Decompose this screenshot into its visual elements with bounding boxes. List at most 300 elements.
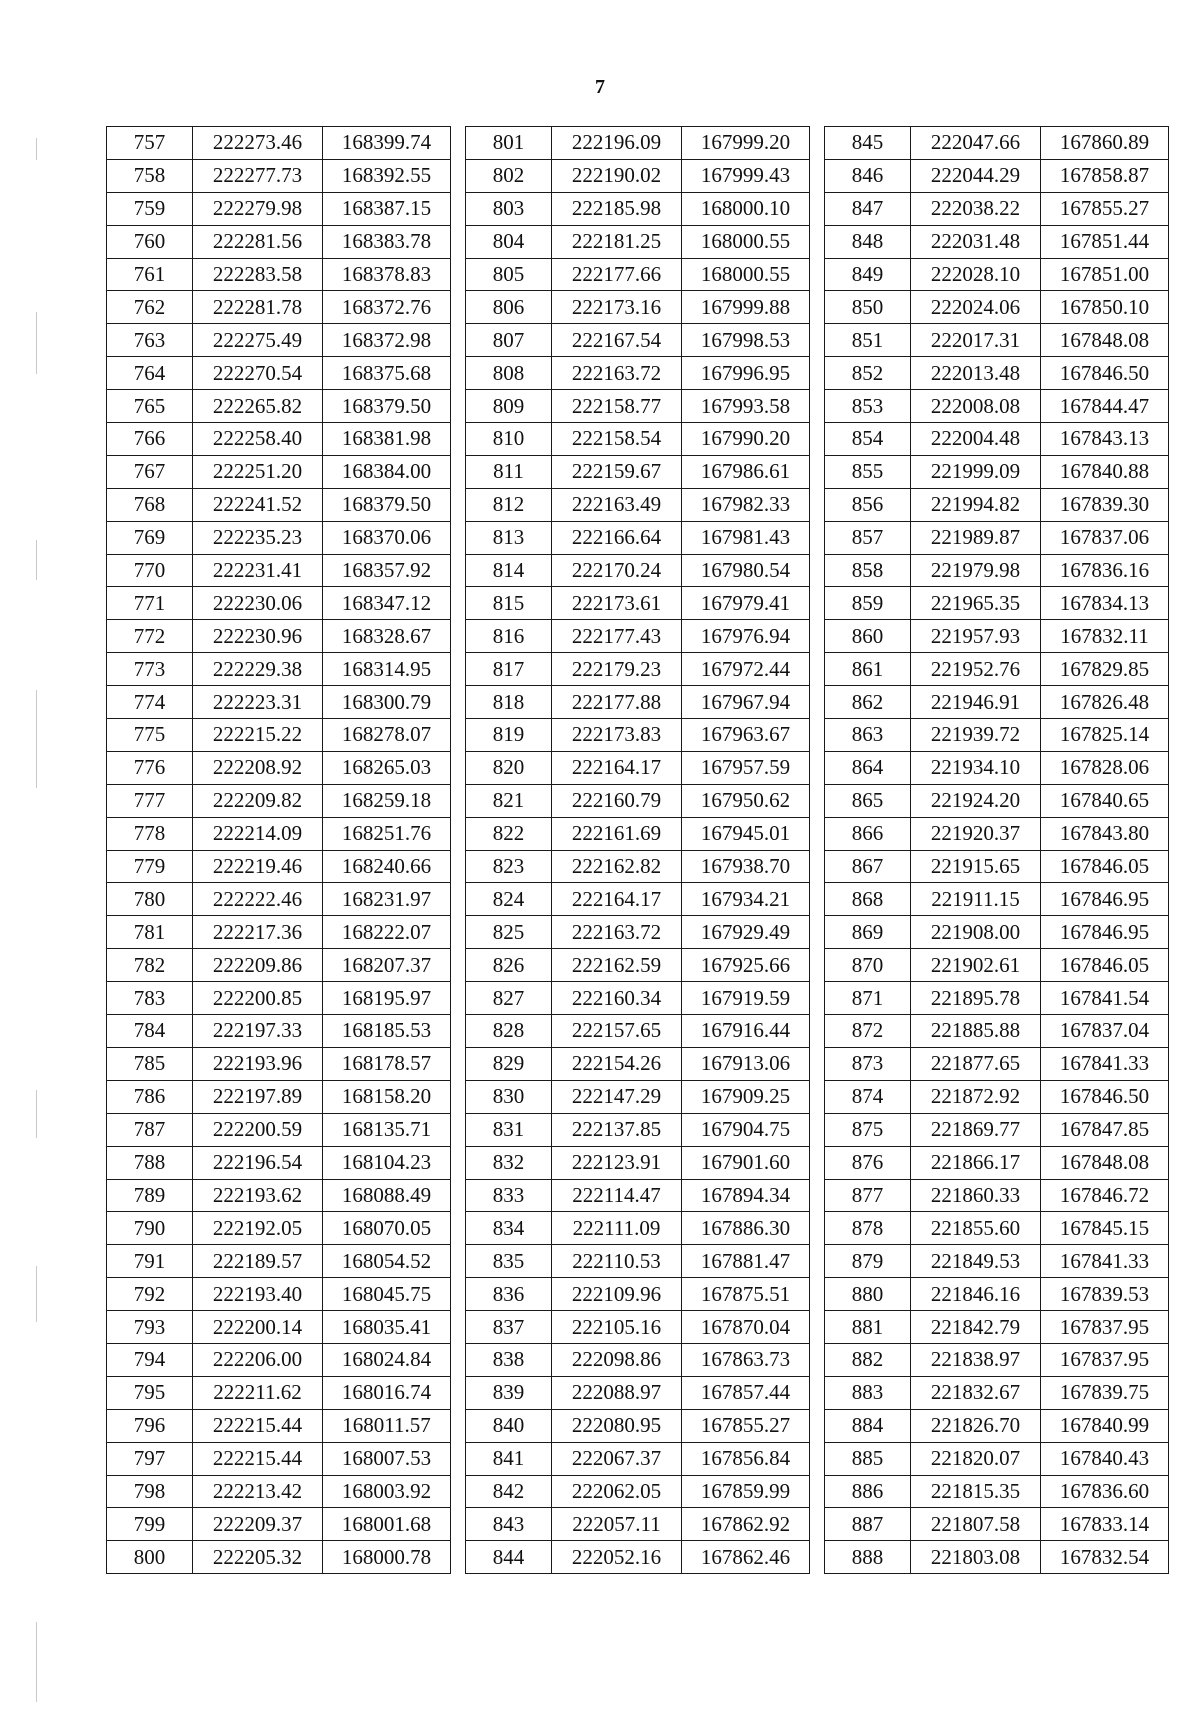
y-coordinate-cell: 167843.13	[1041, 423, 1169, 456]
y-coordinate-cell: 167967.94	[682, 686, 810, 719]
table-row	[466, 291, 810, 324]
x-coordinate-cell: 222162.82	[552, 850, 682, 883]
point-number-cell: 812	[466, 488, 552, 521]
y-coordinate-cell: 167850.10	[1041, 291, 1169, 324]
point-number-cell: 822	[466, 817, 552, 850]
x-coordinate-cell: 222181.25	[552, 225, 682, 258]
x-coordinate-cell: 222177.88	[552, 686, 682, 719]
y-coordinate-cell: 167919.59	[682, 982, 810, 1015]
y-coordinate-cell: 168372.76	[323, 291, 451, 324]
x-coordinate-cell: 222028.10	[911, 258, 1041, 291]
x-coordinate-cell: 222160.34	[552, 982, 682, 1015]
x-coordinate-cell: 222211.62	[193, 1376, 323, 1409]
y-coordinate-cell: 167980.54	[682, 554, 810, 587]
table-row	[107, 423, 451, 456]
y-coordinate-cell: 168007.53	[323, 1442, 451, 1475]
table-row	[466, 1113, 810, 1146]
point-number-cell: 848	[825, 225, 911, 258]
point-number-cell: 760	[107, 225, 193, 258]
y-coordinate-cell: 168379.50	[323, 390, 451, 423]
table-row	[825, 1311, 1169, 1344]
point-number-cell: 887	[825, 1508, 911, 1541]
x-coordinate-cell: 222197.89	[193, 1080, 323, 1113]
table-row	[825, 620, 1169, 653]
table-row	[466, 653, 810, 686]
table-row	[825, 1508, 1169, 1541]
table-row	[466, 817, 810, 850]
y-coordinate-cell: 168070.05	[323, 1212, 451, 1245]
table-row	[107, 127, 451, 160]
point-number-cell: 788	[107, 1146, 193, 1179]
x-coordinate-cell: 222230.06	[193, 587, 323, 620]
x-coordinate-cell: 222241.52	[193, 488, 323, 521]
table-row	[107, 1080, 451, 1113]
point-number-cell: 830	[466, 1080, 552, 1113]
x-coordinate-cell: 222222.46	[193, 883, 323, 916]
table-row	[825, 1015, 1169, 1048]
y-coordinate-cell: 167846.72	[1041, 1179, 1169, 1212]
x-coordinate-cell: 221826.70	[911, 1409, 1041, 1442]
x-coordinate-cell: 222163.72	[552, 916, 682, 949]
y-coordinate-cell: 168011.57	[323, 1409, 451, 1442]
table-row	[466, 1146, 810, 1179]
x-coordinate-cell: 221832.67	[911, 1376, 1041, 1409]
table-row	[825, 1146, 1169, 1179]
y-coordinate-cell: 167833.14	[1041, 1508, 1169, 1541]
x-coordinate-cell: 222047.66	[911, 127, 1041, 160]
point-number-cell: 779	[107, 850, 193, 883]
scan-margin-mark	[36, 1266, 37, 1322]
table-row	[825, 817, 1169, 850]
y-coordinate-cell: 167846.05	[1041, 850, 1169, 883]
point-number-cell: 888	[825, 1541, 911, 1574]
y-coordinate-cell: 167909.25	[682, 1080, 810, 1113]
table-row	[825, 258, 1169, 291]
x-coordinate-cell: 222231.41	[193, 554, 323, 587]
point-number-cell: 834	[466, 1212, 552, 1245]
table-row	[107, 225, 451, 258]
table-row	[466, 159, 810, 192]
point-number-cell: 801	[466, 127, 552, 160]
x-coordinate-cell: 222105.16	[552, 1311, 682, 1344]
y-coordinate-cell: 168000.55	[682, 258, 810, 291]
table-row	[466, 127, 810, 160]
x-coordinate-cell: 222166.64	[552, 521, 682, 554]
table-row	[466, 784, 810, 817]
y-coordinate-cell: 168000.10	[682, 192, 810, 225]
x-coordinate-cell: 222177.66	[552, 258, 682, 291]
y-coordinate-cell: 167972.44	[682, 653, 810, 686]
point-number-cell: 832	[466, 1146, 552, 1179]
y-coordinate-cell: 167925.66	[682, 949, 810, 982]
y-coordinate-cell: 167957.59	[682, 751, 810, 784]
table-row	[107, 1015, 451, 1048]
point-number-cell: 858	[825, 554, 911, 587]
y-coordinate-cell: 168392.55	[323, 159, 451, 192]
point-number-cell: 784	[107, 1015, 193, 1048]
x-coordinate-cell: 222147.29	[552, 1080, 682, 1113]
y-coordinate-cell: 168372.98	[323, 324, 451, 357]
table-row	[107, 620, 451, 653]
x-coordinate-cell: 221866.17	[911, 1146, 1041, 1179]
table-row	[825, 982, 1169, 1015]
x-coordinate-cell: 222273.46	[193, 127, 323, 160]
table-row	[825, 883, 1169, 916]
point-number-cell: 878	[825, 1212, 911, 1245]
x-coordinate-cell: 222173.83	[552, 719, 682, 752]
y-coordinate-cell: 168384.00	[323, 455, 451, 488]
x-coordinate-cell: 222157.65	[552, 1015, 682, 1048]
x-coordinate-cell: 222062.05	[552, 1475, 682, 1508]
y-coordinate-cell: 167836.60	[1041, 1475, 1169, 1508]
table-row	[107, 1311, 451, 1344]
y-coordinate-cell: 167841.33	[1041, 1047, 1169, 1080]
point-number-cell: 772	[107, 620, 193, 653]
point-number-cell: 795	[107, 1376, 193, 1409]
table-row	[466, 883, 810, 916]
table-row	[466, 192, 810, 225]
y-coordinate-cell: 167856.84	[682, 1442, 810, 1475]
table-row	[466, 1311, 810, 1344]
table-row	[825, 521, 1169, 554]
y-coordinate-cell: 167844.47	[1041, 390, 1169, 423]
table-row	[825, 1245, 1169, 1278]
table-row	[466, 982, 810, 1015]
x-coordinate-cell: 221902.61	[911, 949, 1041, 982]
x-coordinate-cell: 221895.78	[911, 982, 1041, 1015]
point-number-cell: 879	[825, 1245, 911, 1278]
point-number-cell: 856	[825, 488, 911, 521]
y-coordinate-cell: 167848.08	[1041, 324, 1169, 357]
y-coordinate-cell: 168231.97	[323, 883, 451, 916]
table-row	[107, 587, 451, 620]
table-row	[466, 357, 810, 390]
x-coordinate-cell: 221989.87	[911, 521, 1041, 554]
y-coordinate-cell: 167829.85	[1041, 653, 1169, 686]
x-coordinate-cell: 222281.78	[193, 291, 323, 324]
y-coordinate-cell: 168158.20	[323, 1080, 451, 1113]
x-coordinate-cell: 222137.85	[552, 1113, 682, 1146]
y-coordinate-cell: 167841.54	[1041, 982, 1169, 1015]
y-coordinate-cell: 167828.06	[1041, 751, 1169, 784]
table-row	[825, 1113, 1169, 1146]
table-row	[825, 686, 1169, 719]
point-number-cell: 835	[466, 1245, 552, 1278]
coordinate-table-3	[824, 126, 1169, 1574]
coordinate-table-1	[106, 126, 451, 1574]
point-number-cell: 770	[107, 554, 193, 587]
point-number-cell: 839	[466, 1376, 552, 1409]
y-coordinate-cell: 168399.74	[323, 127, 451, 160]
point-number-cell: 764	[107, 357, 193, 390]
table-row	[825, 1541, 1169, 1574]
point-number-cell: 807	[466, 324, 552, 357]
x-coordinate-cell: 222208.92	[193, 751, 323, 784]
table-row	[825, 751, 1169, 784]
x-coordinate-cell: 221946.91	[911, 686, 1041, 719]
point-number-cell: 837	[466, 1311, 552, 1344]
point-number-cell: 838	[466, 1343, 552, 1376]
x-coordinate-cell: 222114.47	[552, 1179, 682, 1212]
y-coordinate-cell: 167860.89	[1041, 127, 1169, 160]
y-coordinate-cell: 168300.79	[323, 686, 451, 719]
point-number-cell: 771	[107, 587, 193, 620]
point-number-cell: 859	[825, 587, 911, 620]
x-coordinate-cell: 222209.82	[193, 784, 323, 817]
y-coordinate-cell: 168045.75	[323, 1278, 451, 1311]
y-coordinate-cell: 167934.21	[682, 883, 810, 916]
y-coordinate-cell: 167875.51	[682, 1278, 810, 1311]
table-row	[825, 225, 1169, 258]
x-coordinate-cell: 222193.40	[193, 1278, 323, 1311]
table-row	[466, 751, 810, 784]
y-coordinate-cell: 168381.98	[323, 423, 451, 456]
x-coordinate-cell: 221877.65	[911, 1047, 1041, 1080]
point-number-cell: 870	[825, 949, 911, 982]
x-coordinate-cell: 221849.53	[911, 1245, 1041, 1278]
y-coordinate-cell: 167998.53	[682, 324, 810, 357]
y-coordinate-cell: 168379.50	[323, 488, 451, 521]
table-row	[107, 159, 451, 192]
table-row	[107, 1475, 451, 1508]
x-coordinate-cell: 222177.43	[552, 620, 682, 653]
point-number-cell: 874	[825, 1080, 911, 1113]
table-row	[466, 1212, 810, 1245]
x-coordinate-cell: 221911.15	[911, 883, 1041, 916]
x-coordinate-cell: 222159.67	[552, 455, 682, 488]
table-row	[107, 883, 451, 916]
y-coordinate-cell: 167841.33	[1041, 1245, 1169, 1278]
point-number-cell: 769	[107, 521, 193, 554]
point-number-cell: 883	[825, 1376, 911, 1409]
point-number-cell: 814	[466, 554, 552, 587]
x-coordinate-cell: 222164.17	[552, 883, 682, 916]
table-row	[825, 324, 1169, 357]
point-number-cell: 768	[107, 488, 193, 521]
y-coordinate-cell: 167837.06	[1041, 521, 1169, 554]
x-coordinate-cell: 222031.48	[911, 225, 1041, 258]
y-coordinate-cell: 167999.88	[682, 291, 810, 324]
table-row	[466, 521, 810, 554]
point-number-cell: 786	[107, 1080, 193, 1113]
point-number-cell: 780	[107, 883, 193, 916]
x-coordinate-cell: 222162.59	[552, 949, 682, 982]
y-coordinate-cell: 167836.16	[1041, 554, 1169, 587]
x-coordinate-cell: 222281.56	[193, 225, 323, 258]
point-number-cell: 849	[825, 258, 911, 291]
table-row	[825, 1080, 1169, 1113]
scan-margin-mark	[36, 1622, 37, 1702]
y-coordinate-cell: 167846.05	[1041, 949, 1169, 982]
table-row	[825, 291, 1169, 324]
y-coordinate-cell: 168054.52	[323, 1245, 451, 1278]
y-coordinate-cell: 168000.78	[323, 1541, 451, 1574]
point-number-cell: 808	[466, 357, 552, 390]
x-coordinate-cell: 222215.44	[193, 1442, 323, 1475]
point-number-cell: 811	[466, 455, 552, 488]
point-number-cell: 862	[825, 686, 911, 719]
point-number-cell: 785	[107, 1047, 193, 1080]
y-coordinate-cell: 167839.75	[1041, 1376, 1169, 1409]
x-coordinate-cell: 222190.02	[552, 159, 682, 192]
x-coordinate-cell: 222193.62	[193, 1179, 323, 1212]
table-row	[107, 850, 451, 883]
x-coordinate-cell: 221815.35	[911, 1475, 1041, 1508]
y-coordinate-cell: 168375.68	[323, 357, 451, 390]
y-coordinate-cell: 168370.06	[323, 521, 451, 554]
point-number-cell: 774	[107, 686, 193, 719]
y-coordinate-cell: 167886.30	[682, 1212, 810, 1245]
table-row	[466, 1278, 810, 1311]
x-coordinate-cell: 222283.58	[193, 258, 323, 291]
scan-margin-mark	[36, 1090, 37, 1138]
y-coordinate-cell: 167840.65	[1041, 784, 1169, 817]
y-coordinate-cell: 167851.00	[1041, 258, 1169, 291]
x-coordinate-cell: 222200.85	[193, 982, 323, 1015]
x-coordinate-cell: 222110.53	[552, 1245, 682, 1278]
y-coordinate-cell: 167837.95	[1041, 1311, 1169, 1344]
table-row	[107, 1442, 451, 1475]
point-number-cell: 864	[825, 751, 911, 784]
point-number-cell: 758	[107, 159, 193, 192]
y-coordinate-cell: 168003.92	[323, 1475, 451, 1508]
point-number-cell: 802	[466, 159, 552, 192]
y-coordinate-cell: 167855.27	[682, 1409, 810, 1442]
x-coordinate-cell: 222235.23	[193, 521, 323, 554]
y-coordinate-cell: 167837.04	[1041, 1015, 1169, 1048]
table-row	[825, 1475, 1169, 1508]
x-coordinate-cell: 222229.38	[193, 653, 323, 686]
y-coordinate-cell: 167996.95	[682, 357, 810, 390]
y-coordinate-cell: 168347.12	[323, 587, 451, 620]
point-number-cell: 787	[107, 1113, 193, 1146]
point-number-cell: 863	[825, 719, 911, 752]
x-coordinate-cell: 222111.09	[552, 1212, 682, 1245]
table-row	[107, 390, 451, 423]
table-row	[107, 1179, 451, 1212]
table-row	[825, 784, 1169, 817]
x-coordinate-cell: 222038.22	[911, 192, 1041, 225]
table-row	[107, 1212, 451, 1245]
y-coordinate-cell: 167993.58	[682, 390, 810, 423]
point-number-cell: 762	[107, 291, 193, 324]
table-row	[107, 817, 451, 850]
y-coordinate-cell: 167901.60	[682, 1146, 810, 1179]
point-number-cell: 851	[825, 324, 911, 357]
x-coordinate-cell: 222277.73	[193, 159, 323, 192]
x-coordinate-cell: 222123.91	[552, 1146, 682, 1179]
point-number-cell: 803	[466, 192, 552, 225]
point-number-cell: 853	[825, 390, 911, 423]
x-coordinate-cell: 221869.77	[911, 1113, 1041, 1146]
y-coordinate-cell: 167846.50	[1041, 357, 1169, 390]
table-row	[466, 620, 810, 653]
y-coordinate-cell: 168259.18	[323, 784, 451, 817]
x-coordinate-cell: 222209.86	[193, 949, 323, 982]
x-coordinate-cell: 222158.54	[552, 423, 682, 456]
point-number-cell: 881	[825, 1311, 911, 1344]
x-coordinate-cell: 222219.46	[193, 850, 323, 883]
x-coordinate-cell: 221939.72	[911, 719, 1041, 752]
point-number-cell: 852	[825, 357, 911, 390]
point-number-cell: 816	[466, 620, 552, 653]
point-number-cell: 791	[107, 1245, 193, 1278]
table-row	[466, 719, 810, 752]
table-row	[825, 423, 1169, 456]
point-number-cell: 815	[466, 587, 552, 620]
y-coordinate-cell: 167945.01	[682, 817, 810, 850]
x-coordinate-cell: 222154.26	[552, 1047, 682, 1080]
x-coordinate-cell: 222004.48	[911, 423, 1041, 456]
page-number: 7	[595, 76, 605, 98]
table-row	[825, 554, 1169, 587]
table-row	[825, 719, 1169, 752]
point-number-cell: 809	[466, 390, 552, 423]
point-number-cell: 796	[107, 1409, 193, 1442]
x-coordinate-cell: 222251.20	[193, 455, 323, 488]
y-coordinate-cell: 167839.30	[1041, 488, 1169, 521]
point-number-cell: 790	[107, 1212, 193, 1245]
x-coordinate-cell: 222017.31	[911, 324, 1041, 357]
point-number-cell: 792	[107, 1278, 193, 1311]
x-coordinate-cell: 221957.93	[911, 620, 1041, 653]
x-coordinate-cell: 222160.79	[552, 784, 682, 817]
x-coordinate-cell: 222192.05	[193, 1212, 323, 1245]
y-coordinate-cell: 168278.07	[323, 719, 451, 752]
y-coordinate-cell: 167862.92	[682, 1508, 810, 1541]
table-row	[466, 1508, 810, 1541]
y-coordinate-cell: 168251.76	[323, 817, 451, 850]
y-coordinate-cell: 167857.44	[682, 1376, 810, 1409]
point-number-cell: 798	[107, 1475, 193, 1508]
table-row	[825, 1047, 1169, 1080]
table-row	[825, 1212, 1169, 1245]
x-coordinate-cell: 222163.49	[552, 488, 682, 521]
x-coordinate-cell: 222279.98	[193, 192, 323, 225]
y-coordinate-cell: 167976.94	[682, 620, 810, 653]
scan-margin-mark	[36, 138, 37, 160]
point-number-cell: 866	[825, 817, 911, 850]
point-number-cell: 826	[466, 949, 552, 982]
table-row	[825, 1343, 1169, 1376]
table-row	[107, 488, 451, 521]
y-coordinate-cell: 168383.78	[323, 225, 451, 258]
x-coordinate-cell: 222189.57	[193, 1245, 323, 1278]
x-coordinate-cell: 221924.20	[911, 784, 1041, 817]
x-coordinate-cell: 222163.72	[552, 357, 682, 390]
y-coordinate-cell: 168207.37	[323, 949, 451, 982]
table-row	[107, 258, 451, 291]
x-coordinate-cell: 222024.06	[911, 291, 1041, 324]
table-row	[107, 521, 451, 554]
x-coordinate-cell: 221965.35	[911, 587, 1041, 620]
x-coordinate-cell: 222057.11	[552, 1508, 682, 1541]
x-coordinate-cell: 222206.00	[193, 1343, 323, 1376]
point-number-cell: 819	[466, 719, 552, 752]
y-coordinate-cell: 167999.20	[682, 127, 810, 160]
table-row	[107, 686, 451, 719]
point-number-cell: 783	[107, 982, 193, 1015]
x-coordinate-cell: 221807.58	[911, 1508, 1041, 1541]
y-coordinate-cell: 167839.53	[1041, 1278, 1169, 1311]
point-number-cell: 825	[466, 916, 552, 949]
y-coordinate-cell: 168378.83	[323, 258, 451, 291]
table-row	[825, 1278, 1169, 1311]
x-coordinate-cell: 222013.48	[911, 357, 1041, 390]
y-coordinate-cell: 167981.43	[682, 521, 810, 554]
x-coordinate-cell: 222158.77	[552, 390, 682, 423]
table-row	[107, 784, 451, 817]
